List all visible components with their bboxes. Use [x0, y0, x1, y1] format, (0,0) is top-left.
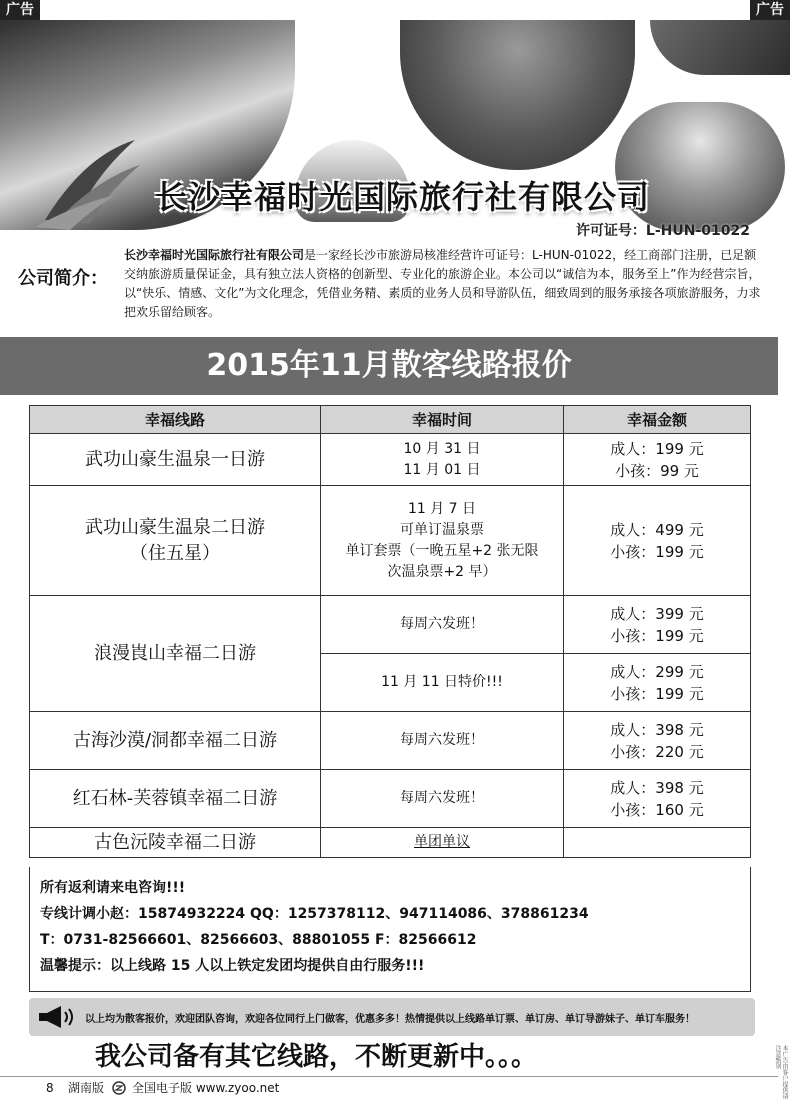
notice-bar — [29, 998, 755, 1036]
time-cell: 单团单议 — [321, 828, 564, 858]
contact-tel-fax: T：0731-82566601、82566603、88801055 F：82566612 — [40, 932, 477, 948]
table-row — [30, 486, 751, 596]
table-header-row — [30, 406, 751, 434]
price-cell: 成人：399 元 小孩：199 元 — [564, 596, 751, 654]
notice-text: 以上均为散客报价，欢迎团队咨询，欢迎各位同行上门做客，优惠多多！热情提供以上线路单订票、单订房、单订导游妹子、单订车服务！ — [85, 1014, 695, 1025]
cliff-photo — [650, 20, 790, 75]
table-row — [30, 596, 751, 654]
site-link[interactable]: 全国电子版 www.zyoo.net — [132, 1081, 280, 1095]
price-cell: 成人：499 元 小孩：199 元 — [564, 486, 751, 596]
route-price-table — [29, 405, 751, 858]
time-cell: 10 月 31 日 11 月 01 日 — [321, 434, 564, 486]
price-cell — [564, 828, 751, 858]
contact-box — [29, 867, 751, 992]
time-cell: 11 月 7 日 可单订温泉票 单订套票（一晚五星+2 张无限 次温泉票+2 早） — [321, 486, 564, 596]
price-cell: 成人：398 元 小孩：160 元 — [564, 770, 751, 828]
time-cell: 11 月 11 日特价!!! — [321, 654, 564, 712]
megaphone-icon — [37, 1004, 77, 1030]
zyoo-logo-icon — [112, 1081, 126, 1095]
header-price: 幸福金额 — [564, 406, 751, 434]
route-cell: 古色沅陵幸福二日游 — [30, 828, 321, 858]
hero-collage — [0, 20, 790, 245]
contact-line: 所有返利请来电咨询!!! — [40, 880, 186, 896]
intro-label: 公司简介： — [18, 268, 108, 289]
table-row — [30, 434, 751, 486]
time-cell: 每周六发班！ — [321, 596, 564, 654]
edition-label: 湖南版 — [68, 1081, 105, 1095]
slogan: 我公司备有其它线路，不断更新中。。。 — [95, 1042, 538, 1072]
contact-phone-qq: 专线计调小赵：15874932224 QQ：1257378112、947114086、378861234 — [40, 906, 589, 922]
company-logo-icon — [35, 135, 145, 230]
route-cell: 古海沙漠/洞都幸福二日游 — [30, 712, 321, 770]
price-cell: 成人：398 元 小孩：220 元 — [564, 712, 751, 770]
intro-company-name: 长沙幸福时光国际旅行社有限公司 — [124, 248, 305, 262]
route-cell: 武功山豪生温泉一日游 — [30, 434, 321, 486]
page-footer — [0, 1076, 778, 1101]
table-row — [30, 828, 751, 858]
table-row — [30, 712, 751, 770]
price-cell: 成人：199 元 小孩：99 元 — [564, 434, 751, 486]
license-number: 许可证号：L-HUN-01022 — [575, 223, 750, 239]
price-banner: 2015年11月散客线路报价 — [0, 337, 778, 395]
table-row — [30, 770, 751, 828]
rock-carving-photo — [400, 20, 635, 170]
company-name: 长沙幸福时光国际旅行社有限公司 — [155, 178, 651, 216]
ad-tag-right: 广告 — [750, 0, 790, 20]
header-route: 幸福线路 — [30, 406, 321, 434]
intro-body: 是一家经长沙市旅游局核准经营许可证号：L-HUN-01022，经工商部门注册，已足额交纳旅游质量保证金，具有独立法人资格的创新型、专业化的旅游企业。本公司以“诚信为本，服务至上”作为经营宗旨，以“快乐、情感、文化”为文化理念，凭借业务精、素质的业务人员和导游队伍，细致周到的服务承接各项旅游服务，力求把欢乐留给顾客。 — [124, 248, 761, 319]
intro-text — [124, 246, 764, 322]
route-cell: 红石林-芙蓉镇幸福二日游 — [30, 770, 321, 828]
price-cell: 成人：299 元 小孩：199 元 — [564, 654, 751, 712]
route-cell: 浪漫崀山幸福二日游 — [30, 596, 321, 712]
time-cell: 每周六发班！ — [321, 770, 564, 828]
side-note: 本广告由客户提供请注意甄别 — [774, 1045, 788, 1099]
route-cell: 武功山豪生温泉二日游 （住五星） — [30, 486, 321, 596]
contact-tip: 温馨提示：以上线路 15 人以上铁定发团均提供自由行服务!!! — [40, 958, 425, 974]
page-number: 8 — [46, 1081, 54, 1095]
time-cell: 每周六发班！ — [321, 712, 564, 770]
header-time: 幸福时间 — [321, 406, 564, 434]
ad-tag-left: 广告 — [0, 0, 40, 20]
